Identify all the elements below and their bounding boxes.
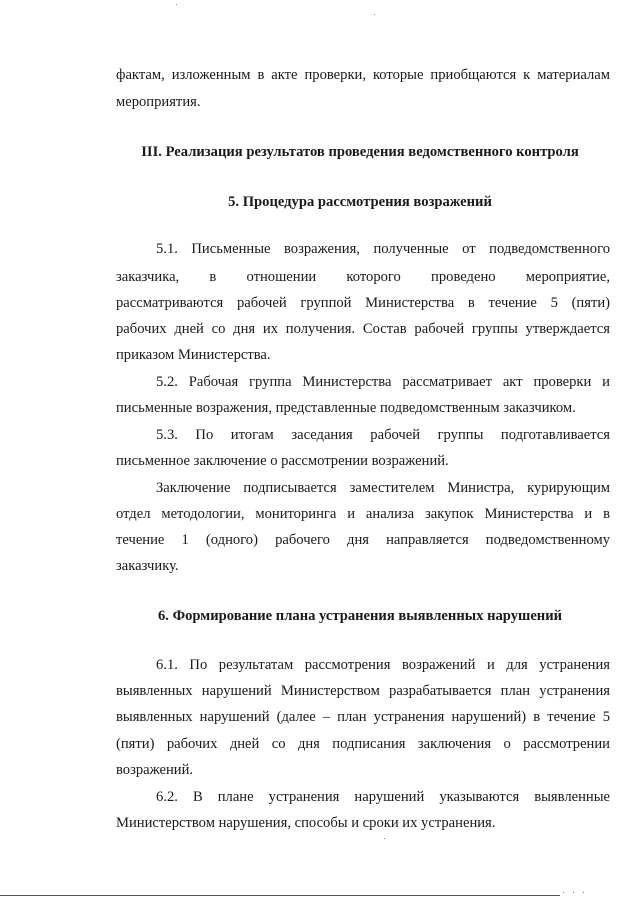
- paragraph-6-2-line: Министерством нарушения, способы и сроки их устранения.: [116, 815, 496, 831]
- paragraph-5-3-line: письменное заключение о рассмотрении возражений.: [116, 453, 449, 469]
- footer-rule: [0, 895, 560, 896]
- conclusion-line: отдел методологии, мониторинга и анализа закупок Министерства и в: [116, 506, 610, 522]
- scan-speck: [384, 838, 385, 839]
- subsection-5-title: 5. Процедура рассмотрения возражений: [228, 194, 492, 210]
- paragraph-6-1-line: возражений.: [116, 762, 194, 778]
- conclusion-line: течение 1 (одного) рабочего дня направляется подведомственному: [116, 532, 610, 548]
- paragraph-5-1-line: заказчика, в отношении которого проведено мероприятие,: [116, 269, 610, 285]
- paragraph-6-2-line: 6.2. В плане устранения нарушений указываются выявленные: [156, 789, 610, 805]
- scan-speck: [374, 14, 375, 15]
- paragraph-6-1-line: 6.1. По результатам рассмотрения возражений и для устранения: [156, 657, 610, 673]
- conclusion-line: Заключение подписывается заместителем Министра, курирующим: [156, 480, 610, 496]
- paragraph-5-3-line: 5.3. По итогам заседания рабочей группы подготавливается: [156, 427, 610, 443]
- section-title: III. Реализация результатов проведения ведомственного контроля: [141, 144, 579, 160]
- subsection-6-title: 6. Формирование плана устранения выявленных нарушений: [157, 608, 563, 624]
- scan-speck: [176, 4, 177, 5]
- intro-line: мероприятия.: [116, 94, 201, 110]
- footer-dots: · · ·: [562, 888, 587, 899]
- paragraph-6-1-line: выявленных нарушений (далее – план устранения нарушений) в течение 5: [116, 709, 610, 725]
- paragraph-6-1-line: выявленных нарушений Министерством разрабатывается план устранения: [116, 683, 610, 699]
- paragraph-5-1-line: рабочих дней со дня их получения. Состав рабочей группы утверждается: [116, 321, 610, 337]
- paragraph-5-2-line: письменные возражения, представленные подведомственным заказчиком.: [116, 400, 576, 416]
- paragraph-5-1-line: рассматриваются рабочей группой Министерства в течение 5 (пяти): [116, 295, 610, 311]
- paragraph-5-1-line: 5.1. Письменные возражения, полученные от подведомственного: [156, 241, 610, 257]
- intro-line: фактам, изложенным в акте проверки, которые приобщаются к материалам: [116, 67, 610, 83]
- paragraph-5-1-line: приказом Министерства.: [116, 347, 271, 363]
- paragraph-6-1-line: (пяти) рабочих дней со дня подписания заключения о рассмотрении: [116, 736, 610, 752]
- conclusion-line: заказчику.: [116, 558, 179, 574]
- paragraph-5-2-line: 5.2. Рабочая группа Министерства рассматривает акт проверки и: [156, 374, 610, 390]
